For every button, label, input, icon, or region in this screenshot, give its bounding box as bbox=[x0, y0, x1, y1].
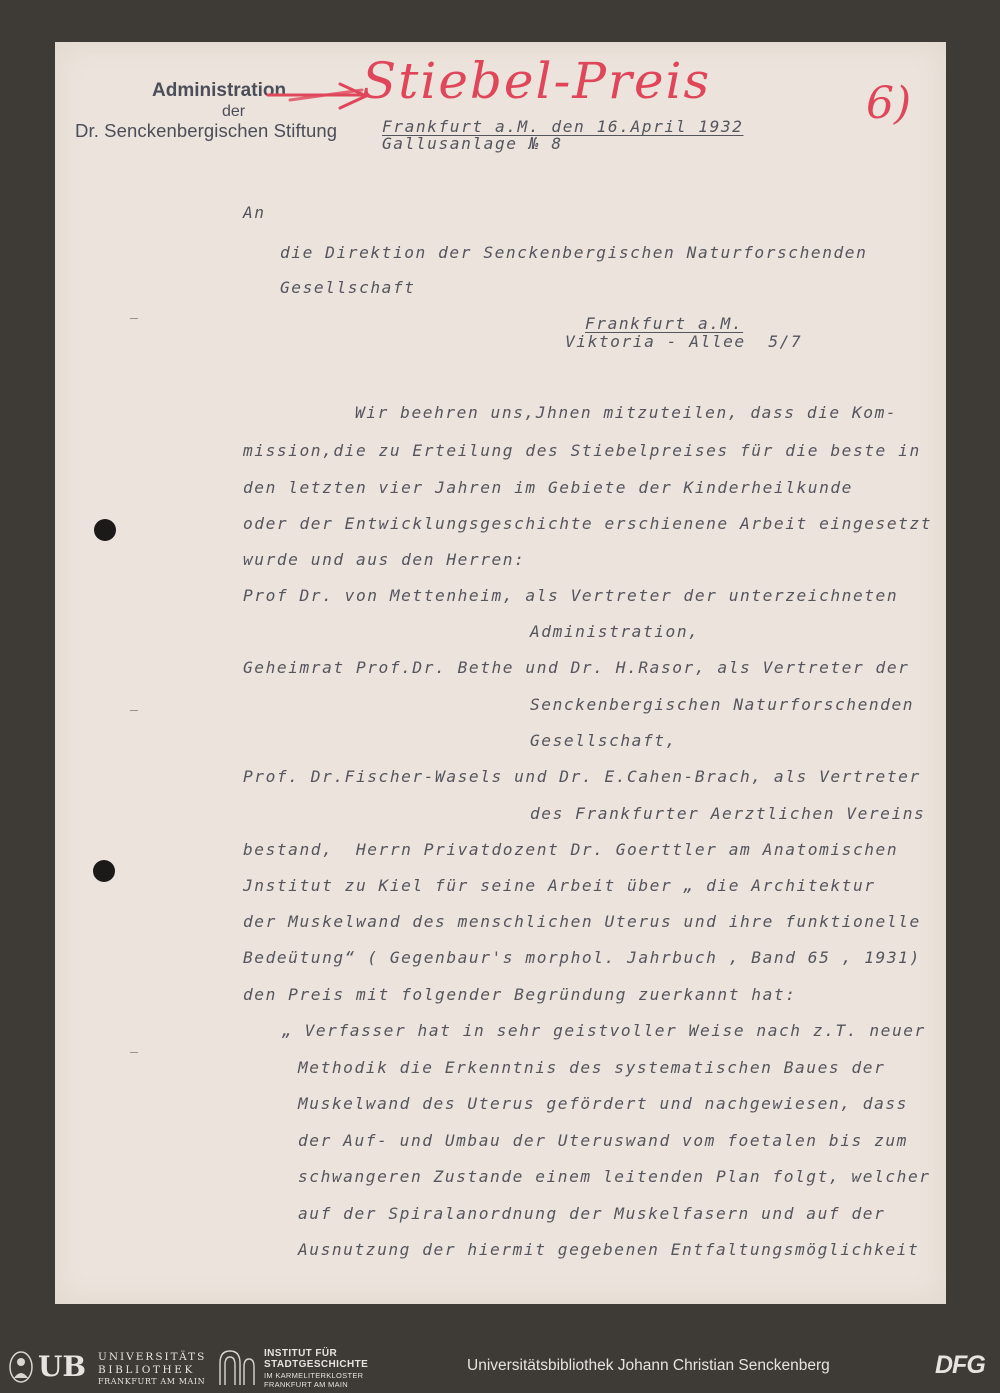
ub-seal-icon bbox=[8, 1350, 34, 1384]
recipient-street: Viktoria - Allee 5/7 bbox=[565, 332, 803, 351]
letterhead-org-line3: Dr. Senckenbergischen Stiftung bbox=[75, 120, 338, 141]
dfg-logo: DFG bbox=[935, 1351, 985, 1379]
body-line: Prof. Dr.Fischer-Wasels und Dr. E.Cahen-Brach, als Vertreter bbox=[243, 767, 921, 786]
body-line: Administration, bbox=[530, 622, 700, 641]
letterhead-org-line1: Administration bbox=[152, 80, 287, 101]
recipient-salutation: An bbox=[243, 203, 266, 222]
ub-name-line2: BIBLIOTHEK bbox=[98, 1364, 195, 1376]
handwritten-title: Stiebel-Preis bbox=[362, 52, 712, 110]
body-line: Senckenbergischen Naturforschenden bbox=[530, 695, 915, 714]
recipient-city: Frankfurt a.M. bbox=[585, 314, 744, 333]
body-line: Gesellschaft, bbox=[530, 731, 677, 750]
isg-line2: STADTGESCHICHTE bbox=[264, 1359, 369, 1370]
ub-name-line1: UNIVERSITÄTS bbox=[98, 1351, 207, 1363]
margin-tick bbox=[130, 1052, 138, 1053]
body-line: des Frankfurter Aerztlichen Vereins bbox=[530, 804, 926, 823]
letterhead-org-line2: der bbox=[222, 103, 246, 120]
margin-tick bbox=[130, 318, 138, 319]
handwritten-page-number: 6) bbox=[866, 78, 912, 129]
body-line: Muskelwand des Uterus gefördert und nachgewiesen, dass bbox=[298, 1094, 908, 1113]
recipient-line2: Gesellschaft bbox=[280, 278, 416, 297]
isg-line4: FRANKFURT AM MAIN bbox=[264, 1380, 348, 1389]
punch-hole-upper bbox=[94, 519, 116, 541]
body-line: mission,die zu Erteilung des Stiebelpreises für die beste in bbox=[243, 441, 921, 460]
body-line: schwangeren Zustande einem leitenden Plan folgt, welcher bbox=[298, 1167, 931, 1186]
body-line: Methodik die Erkenntnis des systematischen Baues der bbox=[298, 1058, 886, 1077]
body-line: Bedeütung“ ( Gegenbaur's morphol. Jahrbuch , Band 65 , 1931) bbox=[243, 948, 921, 967]
body-line: oder der Entwicklungsgeschichte erschienene Arbeit eingesetzt bbox=[243, 514, 933, 533]
body-line: wurde und aus den Herren: bbox=[243, 550, 526, 569]
body-line: auf der Spiralanordnung der Muskelfasern und auf der bbox=[298, 1204, 886, 1223]
body-line: Prof Dr. von Mettenheim, als Vertreter der unterzeichneten bbox=[243, 586, 899, 605]
ub-name-line3: FRANKFURT AM MAIN bbox=[98, 1377, 206, 1386]
isg-line3: IM KARMELITERKLOSTER bbox=[264, 1371, 364, 1380]
body-line: den letzten vier Jahren im Gebiete der Kinderheilkunde bbox=[243, 478, 853, 497]
body-line: Ausnutzung der hiermit gegebenen Entfaltungsmöglichkeit bbox=[298, 1240, 920, 1259]
footer-bar bbox=[0, 1340, 1000, 1393]
punch-hole-lower bbox=[93, 860, 115, 882]
place-date: Frankfurt a.M. den 16.April 1932 bbox=[382, 117, 744, 136]
isg-arches-icon bbox=[216, 1347, 256, 1387]
ub-logo-letters: UB bbox=[38, 1350, 87, 1383]
body-line: Wir beehren uns,Jhnen mitzuteilen, dass die Kom- bbox=[355, 403, 898, 422]
margin-tick bbox=[130, 710, 138, 711]
recipient-line1: die Direktion der Senckenbergischen Naturforschenden bbox=[280, 243, 868, 262]
sender-address: Gallusanlage № 8 bbox=[382, 134, 563, 153]
isg-line1: INSTITUT FÜR bbox=[264, 1348, 338, 1359]
body-line: Jnstitut zu Kiel für seine Arbeit über „ die Architektur bbox=[243, 876, 876, 895]
body-line: „ Verfasser hat in sehr geistvoller Weise nach z.T. neuer bbox=[282, 1021, 926, 1040]
body-line: den Preis mit folgender Begründung zuerkannt hat: bbox=[243, 985, 797, 1004]
body-line: der Muskelwand des menschlichen Uterus und ihre funktionelle bbox=[243, 912, 921, 931]
body-line: der Auf- und Umbau der Uteruswand vom foetalen bis zum bbox=[298, 1131, 908, 1150]
footer-center-text: Universitätsbibliothek Johann Christian Senckenberg bbox=[467, 1357, 830, 1374]
body-line: bestand, Herrn Privatdozent Dr. Goerttler am Anatomischen bbox=[243, 840, 899, 859]
body-line: Geheimrat Prof.Dr. Bethe und Dr. H.Rasor, als Vertreter der bbox=[243, 658, 910, 677]
